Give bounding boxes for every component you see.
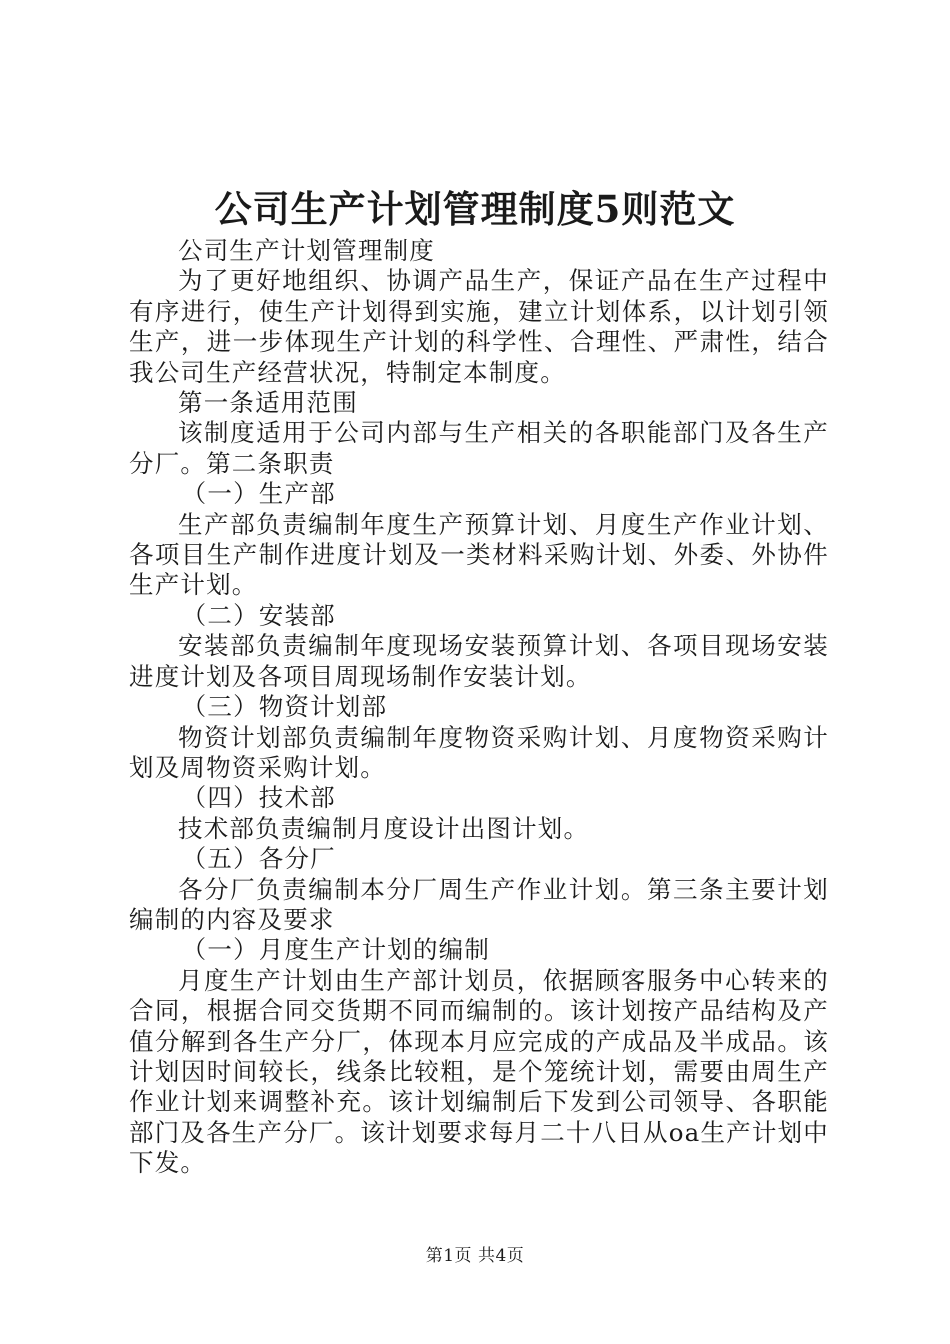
body-paragraph: 月度生产计划由生产部计划员，依据顾客服务中心转来的合同，根据合同交货期不同而编制的。该计划按产品结构及产值分解到各生产分厂，体现本月应完成的产成品及半成品。该计划因时间较长，线条比较粗，是个笼统计划，需要由周生产作业计划来调整补充。该计划编制后下发到公司领导、各职能部门及各生产分厂。该计划要求每月二十八日从oa生产计划中下发。 [129,965,829,1178]
subsection-heading: （一）月度生产计划的编制 [181,935,491,965]
subsection-heading: （五）各分厂 [181,844,336,874]
body-paragraph: 为了更好地组织、协调产品生产，保证产品在生产过程中有序进行，使生产计划得到实施，建立计划体系，以计划引领生产，进一步体现生产计划的科学性、合理性、严肃性，结合我公司生产经营状况，特制定本制度。 [129,266,829,387]
body-paragraph: 物资计划部负责编制年度物资采购计划、月度物资采购计划及周物资采购计划。 [129,722,829,782]
section-heading: 公司生产计划管理制度 [178,236,435,265]
document-body [129,236,829,1179]
body-paragraph: 该制度适用于公司内部与生产相关的各职能部门及各生产分厂。第二条职责 [129,418,829,478]
document-title: 公司生产计划管理制度5则范文 [214,187,736,231]
body-paragraph: 各分厂负责编制本分厂周生产作业计划。第三条主要计划编制的内容及要求 [129,874,829,934]
subsection-heading: （二）安装部 [181,600,336,630]
subsection-heading: （四）技术部 [181,783,336,813]
body-paragraph: 安装部负责编制年度现场安装预算计划、各项目现场安装进度计划及各项目周现场制作安装计划。 [129,631,829,691]
body-paragraph: 技术部负责编制月度设计出图计划。 [178,813,590,843]
subsection-heading: （一）生产部 [181,479,336,509]
subsection-heading: （三）物资计划部 [181,692,388,722]
article-heading: 第一条适用范围 [178,388,358,418]
page-footer: 第1页 共4页 [425,1246,525,1266]
body-paragraph: 生产部负责编制年度生产预算计划、月度生产作业计划、各项目生产制作进度计划及一类材料采购计划、外委、外协件生产计划。 [129,509,829,600]
